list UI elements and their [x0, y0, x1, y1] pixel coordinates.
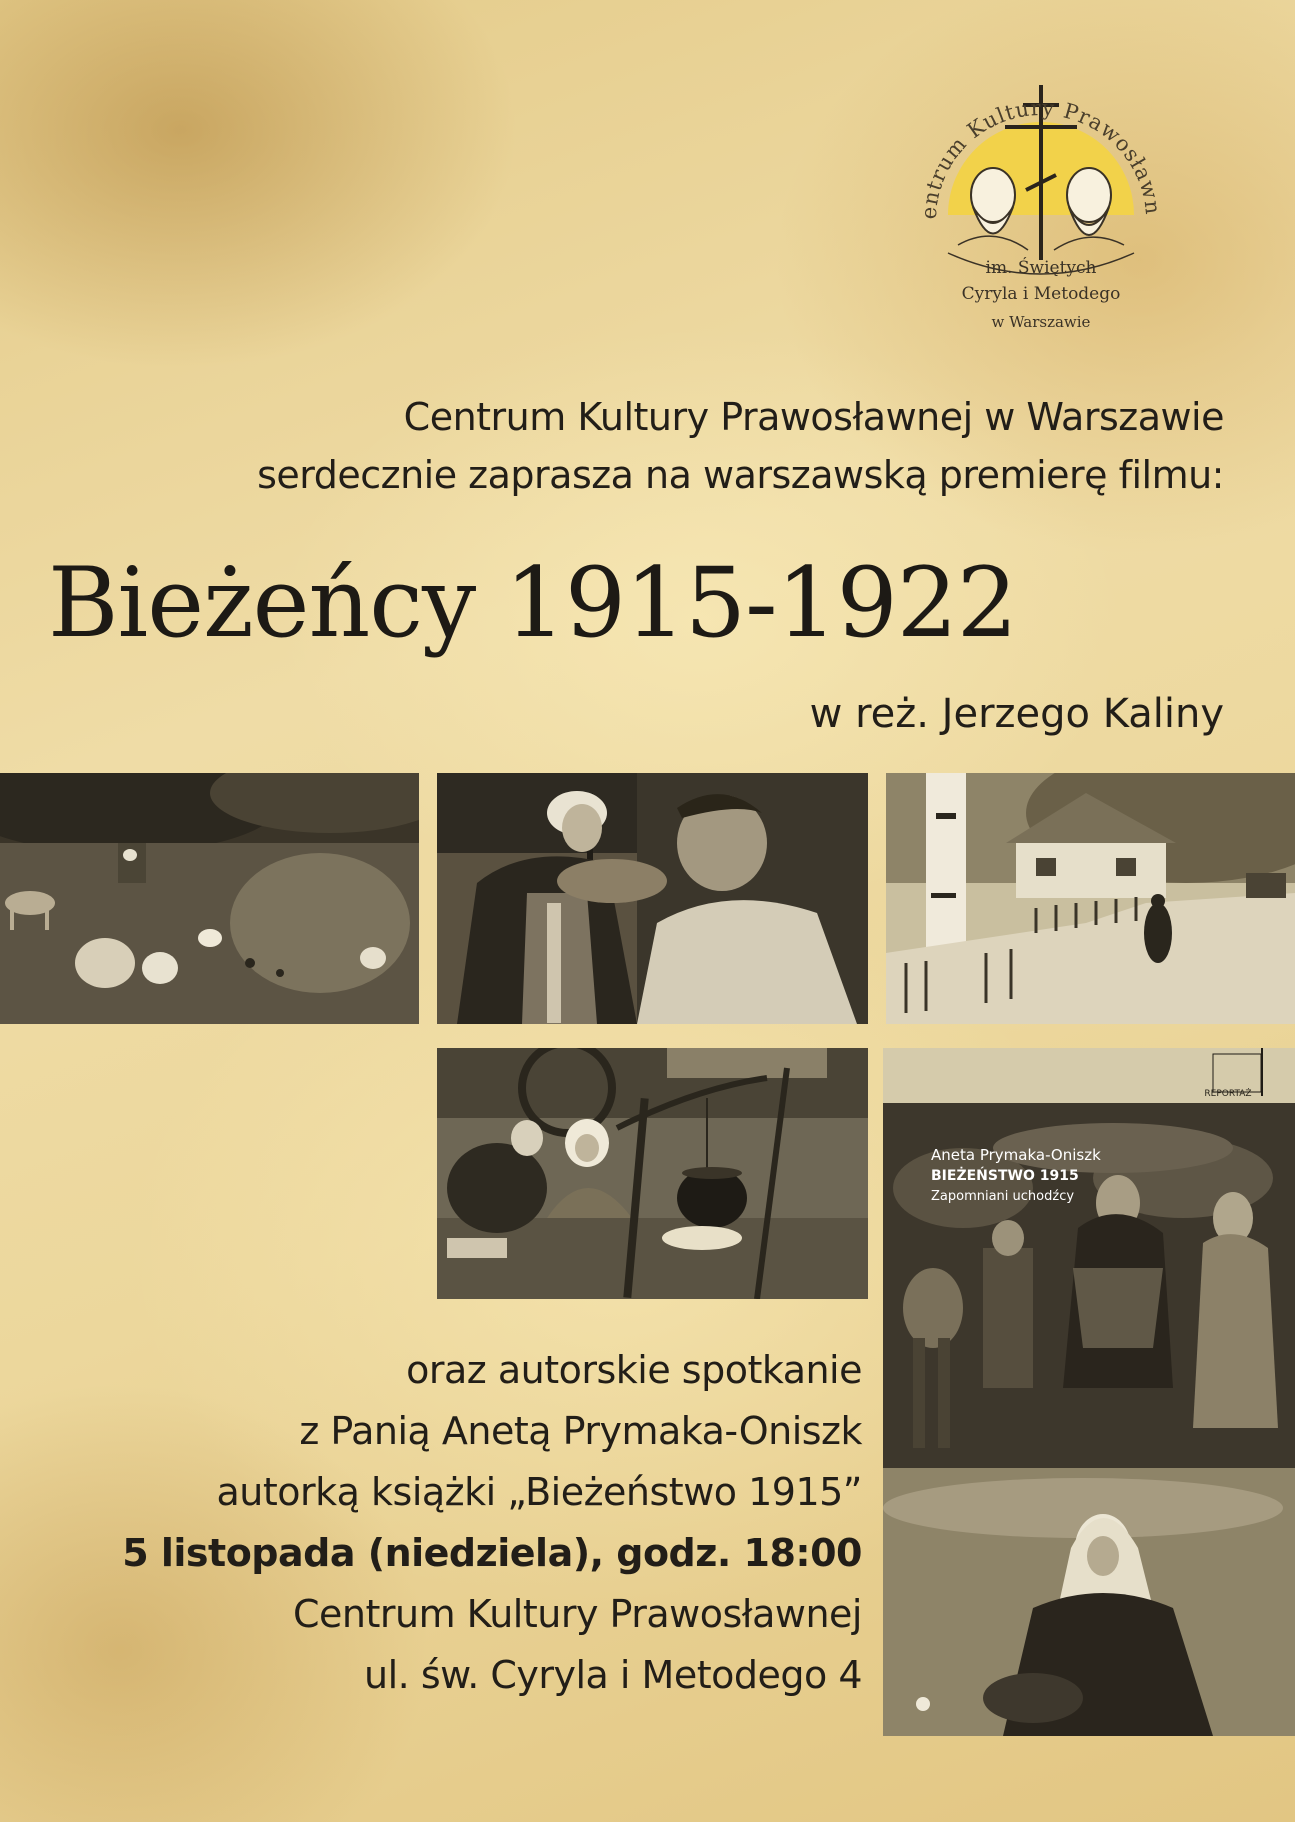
logo-arc-text: entrum Kultury Prawosławn [916, 95, 1166, 220]
logo-line-3: w Warszawie [991, 313, 1091, 331]
film-director: w reż. Jerzego Kaliny [809, 691, 1224, 737]
centrum-logo [908, 45, 1174, 340]
film-still-hut [437, 773, 868, 1024]
book-title: BIEŻEŃSTWO 1915 [931, 1168, 1079, 1184]
book-subtitle: Zapomniani uchodźcy [931, 1189, 1075, 1204]
intro-line-1: Centrum Kultury Prawosławnej w Warszawie [403, 395, 1224, 439]
info-line-2: z Panią Anetą Prymaka-Oniszk [299, 1409, 862, 1453]
info-line-3: autorką książki „Bieżeństwo 1915” [216, 1470, 862, 1514]
film-still-field [0, 773, 419, 1024]
info-line-1: oraz autorskie spotkanie [406, 1348, 862, 1392]
film-title: Bieżeńcy 1915-1922 [48, 547, 1017, 659]
event-info [122, 1340, 862, 1706]
event-date: 5 listopada (niedziela), godz. 18:00 [122, 1531, 862, 1575]
logo-line-2: Cyryla i Metodego [961, 284, 1121, 304]
intro-line-2: serdecznie zaprasza na warszawską premierę filmu: [257, 453, 1224, 497]
venue-name: Centrum Kultury Prawosławnej [292, 1592, 862, 1636]
venue-address: ul. św. Cyryla i Metodego 4 [364, 1653, 862, 1697]
book-author: Aneta Prymaka-Oniszk [931, 1146, 1101, 1164]
book-cover [883, 1048, 1295, 1736]
film-still-children [437, 1048, 868, 1299]
intro-text [257, 388, 1224, 504]
book-label: REPORTAŻ [1204, 1089, 1252, 1099]
logo-line-1: im. Świętych [985, 258, 1097, 278]
film-still-village [886, 773, 1295, 1024]
